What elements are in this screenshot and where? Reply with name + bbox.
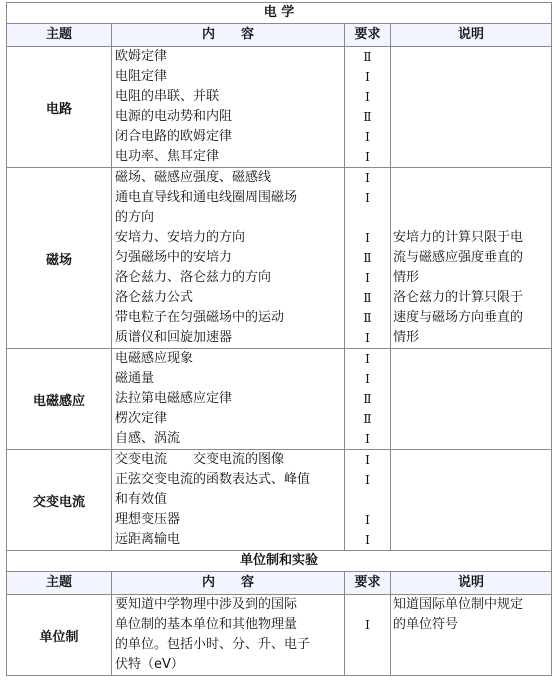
section-title-electricity: 电 学 <box>7 3 552 24</box>
requirement-level: Ⅱ <box>363 110 372 124</box>
content-item: 磁场、磁感应强度、磁感线 <box>115 170 272 185</box>
note-line: 情形 <box>393 330 420 345</box>
content-item: 电功率、焦耳定律 <box>115 149 220 164</box>
requirement-level: Ⅰ <box>365 372 370 386</box>
header-content: 内 容 <box>112 572 345 595</box>
note-cell <box>391 47 552 168</box>
requirement-level: Ⅰ <box>365 171 370 185</box>
requirement-level: Ⅰ <box>365 271 370 285</box>
content-item: 的单位。包括小时、分、升、电子 <box>115 637 311 652</box>
content-item: 电磁感应现象 <box>115 351 194 366</box>
requirement-level: Ⅰ <box>365 150 370 164</box>
content-item: 安培力、安培力的方向 <box>115 230 246 245</box>
requirement-level: Ⅱ <box>363 412 372 426</box>
content-cell <box>112 595 345 676</box>
requirement-level: Ⅱ <box>363 291 372 305</box>
content-cell <box>112 168 345 349</box>
content-item: 洛仑兹力、洛仑兹力的方向 <box>115 270 272 285</box>
header-topic: 主题 <box>7 24 112 47</box>
content-item: 匀强磁场中的安培力 <box>115 250 233 265</box>
requirement-level: Ⅰ <box>365 130 370 144</box>
requirement-level <box>345 635 390 655</box>
requirement-level: Ⅰ <box>365 231 370 245</box>
content-cell <box>112 349 345 450</box>
note-line: 知道国际单位制中规定 <box>393 597 524 612</box>
content-item: 电源的电动势和内阻 <box>115 109 233 124</box>
requirement-level <box>345 595 390 615</box>
content-item: 和有效值 <box>115 492 168 507</box>
content-item: 伏特（eV） <box>115 657 184 672</box>
content-item: 带电粒子在匀强磁场中的运动 <box>115 310 285 325</box>
note-cell <box>391 450 552 551</box>
content-item: 电阻的串联、并联 <box>115 89 220 104</box>
content-item: 通电直导线和通电线圈周围磁场 <box>115 190 298 205</box>
note-line: 速度与磁场方向垂直的 <box>393 310 524 325</box>
content-item: 楞次定律 <box>115 411 168 426</box>
content-item: 的方向 <box>115 210 155 225</box>
table-row <box>7 595 552 676</box>
content-item: 远距离输电 <box>115 532 181 547</box>
header-requirement: 要求 <box>345 24 391 47</box>
note-line: 流与磁感应强度垂直的 <box>393 250 524 265</box>
note-line <box>391 168 551 188</box>
requirement-level: Ⅰ <box>365 473 370 487</box>
requirement-level: Ⅰ <box>365 331 370 345</box>
note-cell <box>391 168 552 349</box>
requirement-level: Ⅰ <box>365 513 370 527</box>
requirement-cell <box>345 595 391 676</box>
requirement-level: Ⅰ <box>365 70 370 84</box>
requirement-level <box>345 208 390 228</box>
content-item: 电阻定律 <box>115 69 168 84</box>
note-cell <box>391 349 552 450</box>
content-item: 正弦交变电流的函数表达式、峰值 <box>115 472 311 487</box>
header-topic: 主题 <box>7 572 112 595</box>
content-item: 要知道中学物理中涉及到的国际 <box>115 597 298 612</box>
note-line <box>391 208 551 228</box>
requirement-level: Ⅱ <box>363 50 372 64</box>
requirement-level: Ⅰ <box>365 352 370 366</box>
topic-magnetic-field: 磁场 <box>7 168 112 349</box>
requirement-level: Ⅰ <box>365 453 370 467</box>
topic-unit-system: 单位制 <box>7 595 112 676</box>
header-requirement: 要求 <box>345 572 391 595</box>
note-cell <box>391 595 552 676</box>
content-item: 交变电流 交变电流的图像 <box>115 452 285 467</box>
header-note: 说明 <box>391 572 552 595</box>
requirement-cell <box>345 168 391 349</box>
note-line: 安培力的计算只限于电 <box>393 230 524 245</box>
note-line: 情形 <box>393 270 420 285</box>
requirement-level: Ⅰ <box>365 618 370 632</box>
content-item: 自感、涡流 <box>115 431 181 446</box>
requirement-level: Ⅰ <box>365 432 370 446</box>
content-item: 闭合电路的欧姆定律 <box>115 129 233 144</box>
content-item: 磁通量 <box>115 371 155 386</box>
header-note: 说明 <box>391 24 552 47</box>
table-row <box>7 47 552 168</box>
content-item: 理想变压器 <box>115 512 181 527</box>
table-row <box>7 168 552 349</box>
topic-alternating-current: 交变电流 <box>7 450 112 551</box>
note-line: 洛仑兹力的计算只限于 <box>393 290 524 305</box>
header-content: 内 容 <box>112 24 345 47</box>
physics-syllabus-table-page <box>6 2 551 676</box>
note-line <box>391 188 551 208</box>
requirement-level: Ⅱ <box>363 392 372 406</box>
content-item: 单位制的基本单位和其他物理量 <box>115 617 298 632</box>
note-line: 的单位符号 <box>393 617 459 632</box>
content-item: 洛仑兹力公式 <box>115 290 194 305</box>
requirement-level: Ⅰ <box>365 191 370 205</box>
requirement-level: Ⅱ <box>363 251 372 265</box>
requirement-level: Ⅰ <box>365 90 370 104</box>
content-item: 法拉第电磁感应定律 <box>115 391 233 406</box>
table-row <box>7 450 552 551</box>
requirement-cell <box>345 47 391 168</box>
table-row <box>7 349 552 450</box>
requirement-level: Ⅱ <box>363 311 372 325</box>
topic-circuit: 电路 <box>7 47 112 168</box>
content-cell <box>112 450 345 551</box>
syllabus-table <box>6 2 552 676</box>
requirement-level: Ⅰ <box>365 533 370 547</box>
content-item: 欧姆定律 <box>115 49 168 64</box>
requirement-cell <box>345 349 391 450</box>
content-item: 质谱仪和回旋加速器 <box>115 330 233 345</box>
requirement-level <box>345 490 390 510</box>
requirement-level <box>345 655 390 675</box>
section-title-units-experiments: 单位制和实验 <box>7 551 552 572</box>
requirement-cell <box>345 450 391 551</box>
topic-electromagnetic-induction: 电磁感应 <box>7 349 112 450</box>
content-cell <box>112 47 345 168</box>
